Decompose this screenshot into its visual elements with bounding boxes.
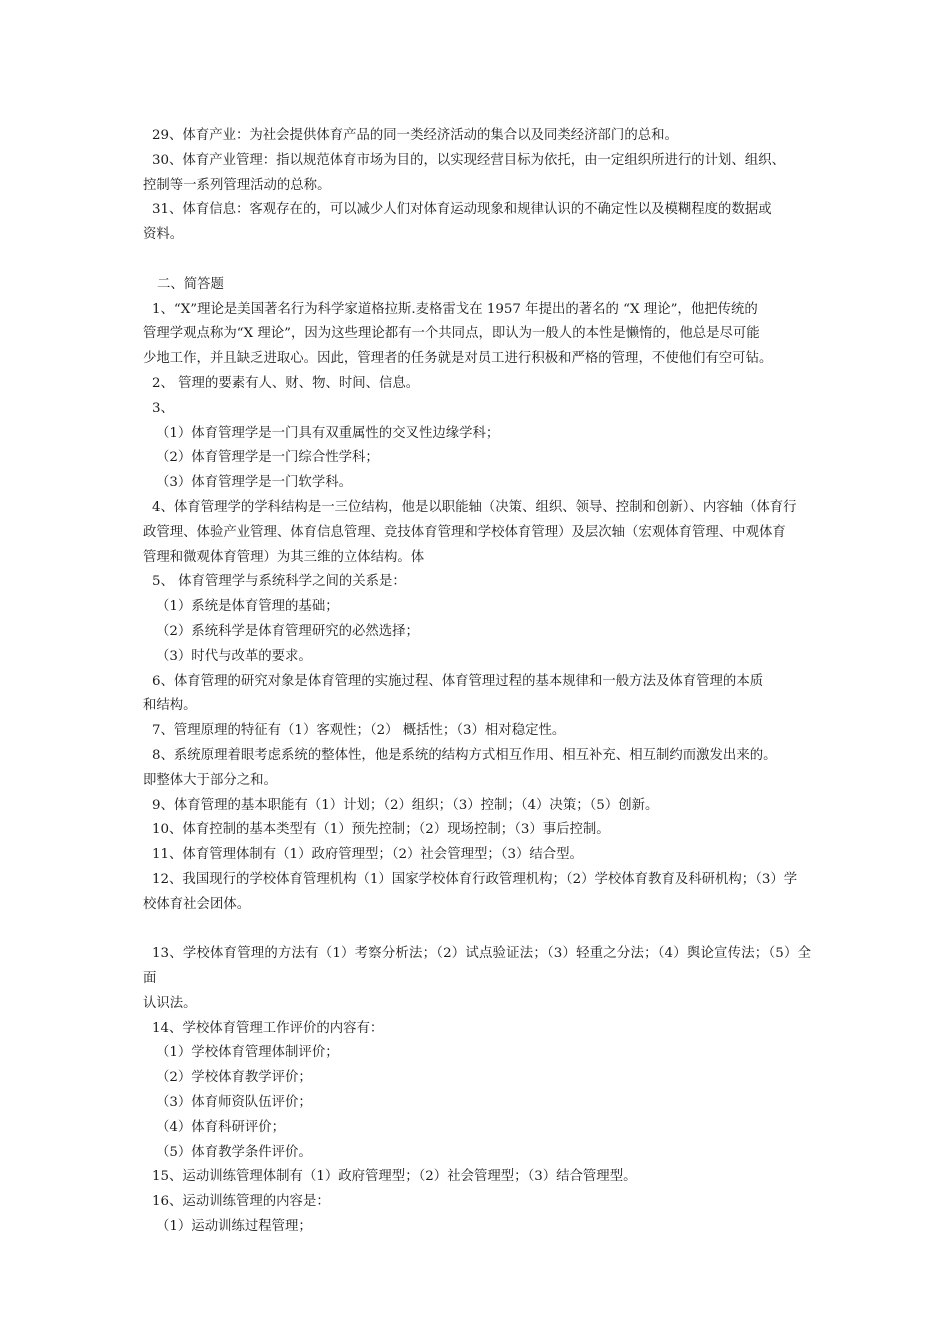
text-line: 3、 (152, 400, 174, 416)
text-line: 认识法。 (143, 995, 197, 1011)
text-line: 30、体育产业管理：指以规范体育市场为目的，以实现经营目标为依托，由一定组织所进行的计划、组织、 (152, 152, 786, 168)
text-line: 31、体育信息：客观存在的，可以减少人们对体育运动现象和规律认识的不确定性以及模糊程度的数据或 (152, 202, 772, 218)
text-line: 14、学校体育管理工作评价的内容有： (152, 1020, 384, 1036)
text-line: 管理学观点称为“X 理论”，因为这些理论都有一个共同点，即认为一般人的本性是懒惰的，他总是尽可能 (143, 326, 760, 342)
document-body (143, 124, 811, 1240)
text-line: 控制等一系列管理活动的总称。 (143, 177, 331, 193)
text-line: 15、运动训练管理体制有（1）政府管理型；（2）社会管理型；（3）结合管理型。 (152, 1169, 637, 1185)
list-item: （3）时代与改革的要求。 (156, 648, 312, 664)
text-line: 16、运动训练管理的内容是： (152, 1194, 330, 1210)
section-heading: 二、简答题 (157, 276, 224, 292)
blank-line (143, 918, 811, 943)
text-line: 9、体育管理的基本职能有（1）计划；（2）组织；（3）控制；（4）决策；（5）创新。 (152, 797, 659, 813)
text-line: 政管理、体验产业管理、体育信息管理、竞技体育管理和学校体育管理）及层次轴（宏观体育管理、中观体育 (143, 524, 786, 540)
text-line: 即整体大于部分之和。 (143, 772, 277, 788)
text-line: 7、管理原理的特征有（1）客观性；（2） 概括性；（3）相对稳定性。 (152, 723, 566, 739)
list-item: （2）系统科学是体育管理研究的必然选择； (156, 623, 419, 639)
text-line: 校体育社会团体。 (143, 896, 251, 912)
list-item: （3）体育师资队伍评价； (156, 1095, 312, 1111)
list-item: （1）体育管理学是一门具有双重属性的交叉性边缘学科； (156, 425, 500, 441)
list-item: （2）体育管理学是一门综合性学科； (156, 450, 379, 466)
list-item: （1）学校体育管理体制评价； (156, 1045, 339, 1061)
text-line: 8、系统原理着眼考虑系统的整体性，他是系统的结构方式相互作用、相互补充、相互制约而激发出来的。 (152, 747, 777, 763)
list-item: （1）运动训练过程管理； (156, 1219, 312, 1235)
text-line: 2、 管理的要素有人、财、物、时间、信息。 (152, 375, 420, 391)
text-line: 5、 体育管理学与系统科学之间的关系是： (152, 574, 406, 590)
text-line: 6、体育管理的研究对象是体育管理的实施过程、体育管理过程的基本规律和一般方法及体育管理的本质 (152, 673, 764, 689)
list-item: （3）体育管理学是一门软学科。 (156, 475, 352, 491)
list-item: （1）系统是体育管理的基础； (156, 599, 339, 615)
list-item: （4）体育科研评价； (156, 1119, 286, 1135)
text-line: 管理和微观体育管理）为其三维的立体结构。体 (143, 549, 425, 565)
text-line: 29、体育产业：为社会提供体育产品的同一类经济活动的集合以及同类经济部门的总和。 (152, 128, 678, 143)
text-line: 和结构。 (143, 698, 197, 714)
text-line: 资料。 (143, 227, 184, 243)
text-line: 4、体育管理学的学科结构是一三位结构，他是以职能轴（决策、组织、领导、控制和创新）、内容轴（体育行 (152, 499, 797, 515)
text-line: 1、“X”理论是美国著名行为科学家道格拉斯.麦格雷戈在 1957 年提出的著名的 “X 理论”，他把传统的 (152, 301, 758, 317)
text-line: 11、体育管理体制有（1）政府管理型；（2）社会管理型；（3）结合型。 (152, 847, 583, 863)
text-line: 12、我国现行的学校体育管理机构（1）国家学校体育行政管理机构；（2）学校体育教育及科研机构；（3）学 (152, 871, 798, 887)
text-line: 少地工作，并且缺乏进取心。因此，管理者的任务就是对员工进行积极和严格的管理，不使他们有空可钻。 (143, 351, 773, 367)
list-item: （5）体育教学条件评价。 (156, 1144, 312, 1160)
text-line: 10、体育控制的基本类型有（1）预先控制；（2）现场控制；（3）事后控制。 (152, 822, 610, 838)
list-item: （2）学校体育教学评价； (156, 1070, 312, 1086)
text-line: 13、学校体育管理的方法有（1）考察分析法；（2）试点验证法；（3）轻重之分法；（4）舆论宣传法；（5）全面 (143, 946, 811, 987)
blank-line (143, 248, 811, 273)
